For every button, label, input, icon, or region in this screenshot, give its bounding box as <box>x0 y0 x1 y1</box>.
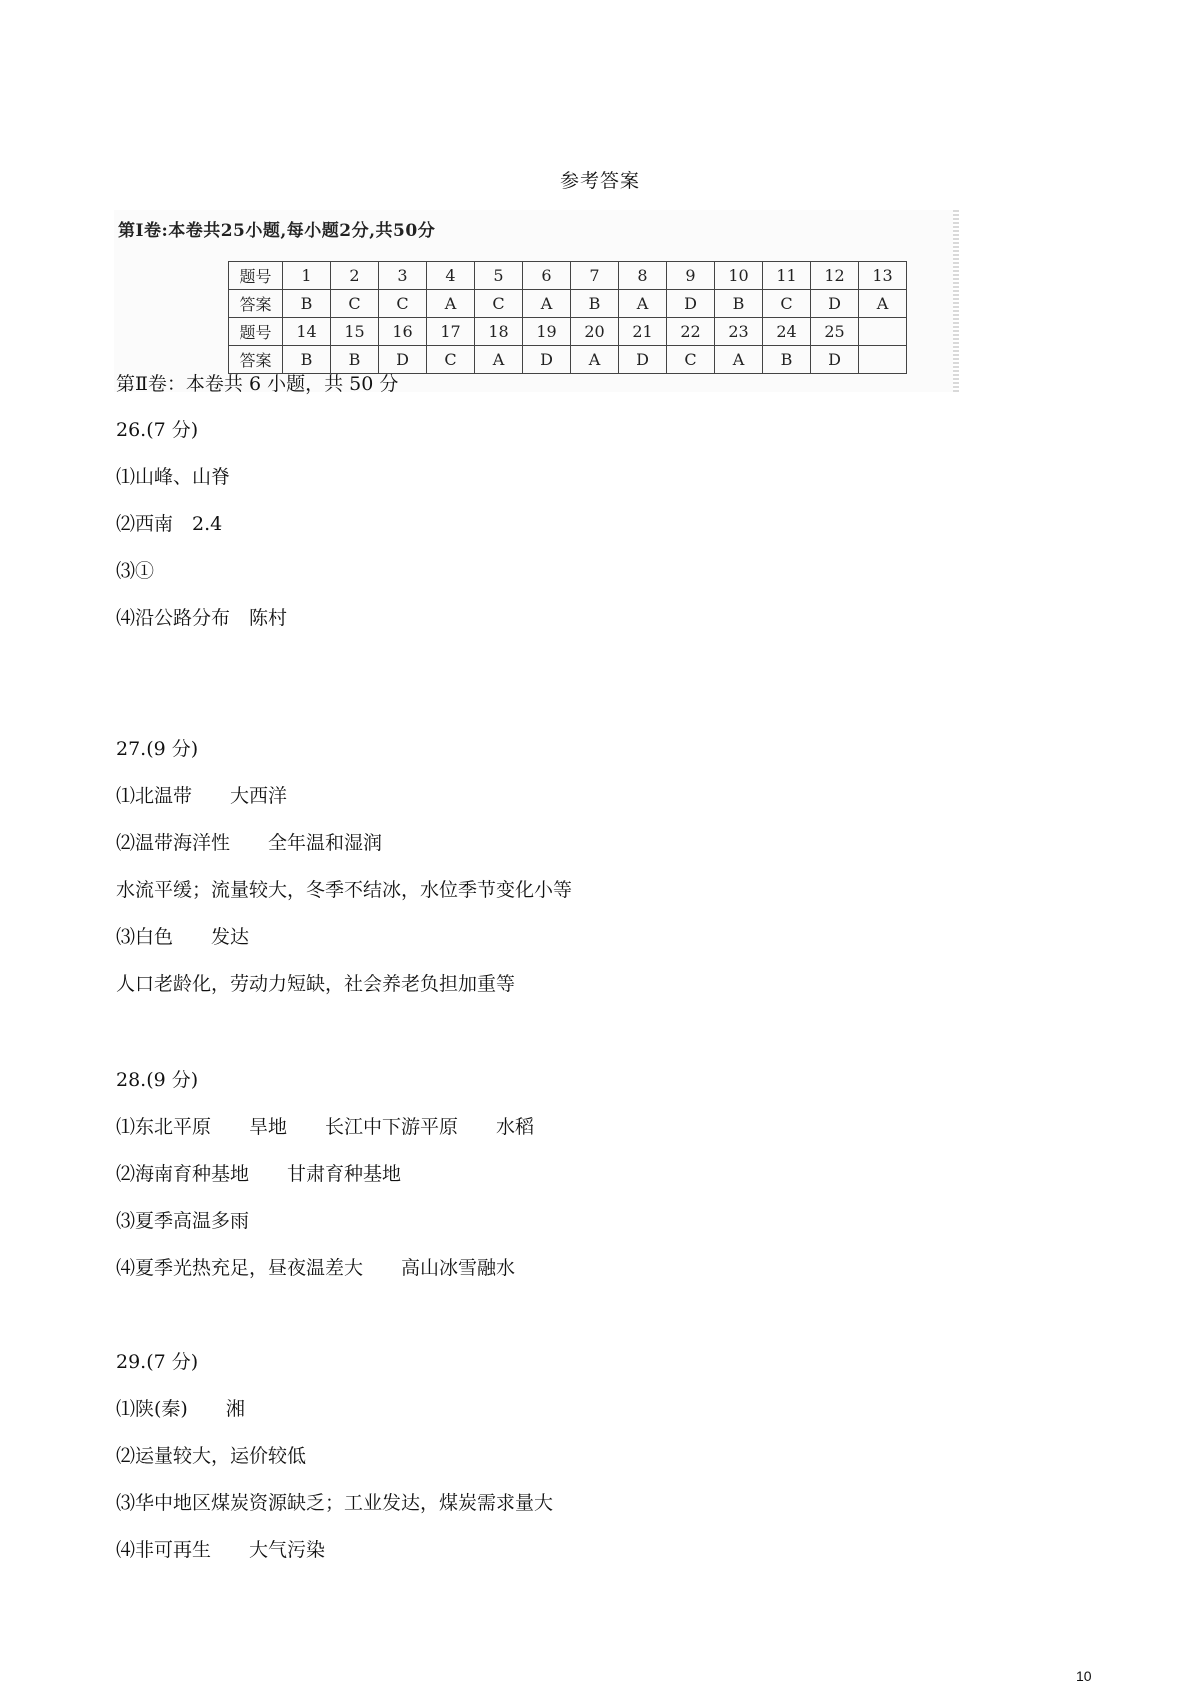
table-cell: C <box>427 346 475 374</box>
table-cell: 11 <box>763 262 811 290</box>
page-title: 参考答案 <box>559 170 640 192</box>
table-cell: 17 <box>427 318 475 346</box>
table-cell: A <box>859 290 907 318</box>
table-cell: B <box>715 290 763 318</box>
q28-answer-4: ⑷夏季光热充足，昼夜温差大 高山冰雪融水 <box>116 1257 516 1279</box>
q28-answer-2: ⑵海南育种基地 甘肃育种基地 <box>116 1163 402 1185</box>
table-cell: 5 <box>475 262 523 290</box>
table-cell: 14 <box>283 318 331 346</box>
table-cell: 24 <box>763 318 811 346</box>
q26-answer-4: ⑷沿公路分布 陈村 <box>116 607 288 629</box>
table-cell: D <box>811 290 859 318</box>
table-cell: A <box>475 346 523 374</box>
table-cell: 1 <box>283 262 331 290</box>
part1-heading: 第Ⅰ卷:本卷共25小题,每小题2分,共50分 <box>118 221 436 241</box>
table-cell: 3 <box>379 262 427 290</box>
q27-answer-3: ⑶白色 发达 <box>116 926 250 948</box>
table-cell: 7 <box>571 262 619 290</box>
table-cell: 15 <box>331 318 379 346</box>
table-cell: D <box>619 346 667 374</box>
q28-answer-1: ⑴东北平原 旱地 长江中下游平原 水稻 <box>116 1116 535 1138</box>
q29-answer-2: ⑵运量较大，运价较低 <box>116 1445 307 1467</box>
table-cell: 10 <box>715 262 763 290</box>
q27-answer-2b: 水流平缓；流量较大，冬季不结冰，水位季节变化小等 <box>116 879 573 901</box>
q27-title: 27.(9 分) <box>116 738 199 760</box>
table-cell: C <box>763 290 811 318</box>
table-cell: A <box>523 290 571 318</box>
q27-answer-3b: 人口老龄化，劳动力短缺，社会养老负担加重等 <box>116 973 516 995</box>
table-cell: 19 <box>523 318 571 346</box>
q29-answer-3: ⑶华中地区煤炭资源缺乏；工业发达，煤炭需求量大 <box>116 1492 554 1514</box>
table-cell: A <box>619 290 667 318</box>
table-row <box>229 346 907 374</box>
table-cell: D <box>379 346 427 374</box>
page-number: 10 <box>1076 1668 1092 1684</box>
answer-table <box>228 261 907 374</box>
table-cell: B <box>763 346 811 374</box>
q26-answer-3: ⑶① <box>116 560 155 582</box>
table-cell: 25 <box>811 318 859 346</box>
table-cell: 22 <box>667 318 715 346</box>
q27-answer-2: ⑵温带海洋性 全年温和湿润 <box>116 832 383 854</box>
table-cell: C <box>379 290 427 318</box>
q28-answer-3: ⑶夏季高温多雨 <box>116 1210 250 1232</box>
table-cell: 13 <box>859 262 907 290</box>
table-cell: D <box>811 346 859 374</box>
table-cell <box>859 346 907 374</box>
q29-title: 29.(7 分) <box>116 1351 199 1373</box>
q28-title: 28.(9 分) <box>116 1069 199 1091</box>
table-row <box>229 262 907 290</box>
table-cell: 6 <box>523 262 571 290</box>
table-cell: 2 <box>331 262 379 290</box>
table-cell: 8 <box>619 262 667 290</box>
row-header-cell: 题号 <box>229 262 283 290</box>
table-cell: B <box>331 346 379 374</box>
q26-answer-2: ⑵西南 2.4 <box>116 513 223 535</box>
table-cell: 16 <box>379 318 427 346</box>
table-cell: D <box>523 346 571 374</box>
table-cell: C <box>475 290 523 318</box>
table-cell: B <box>283 346 331 374</box>
table-cell: D <box>667 290 715 318</box>
table-row <box>229 290 907 318</box>
table-cell <box>859 318 907 346</box>
row-header-cell: 题号 <box>229 318 283 346</box>
q29-answer-1: ⑴陕(秦) 湘 <box>116 1398 245 1420</box>
table-cell: 23 <box>715 318 763 346</box>
table-cell: 21 <box>619 318 667 346</box>
table-row <box>229 318 907 346</box>
answer-key-scan <box>114 210 959 392</box>
table-cell: 9 <box>667 262 715 290</box>
table-cell: 18 <box>475 318 523 346</box>
part2-heading: 第Ⅱ卷：本卷共 6 小题，共 50 分 <box>116 373 399 395</box>
table-cell: 4 <box>427 262 475 290</box>
scan-edge <box>953 210 959 392</box>
table-cell: A <box>571 346 619 374</box>
row-header-cell: 答案 <box>229 290 283 318</box>
q26-title: 26.(7 分) <box>116 419 199 441</box>
q26-answer-1: ⑴山峰、山脊 <box>116 466 231 488</box>
row-header-cell: 答案 <box>229 346 283 374</box>
table-cell: B <box>283 290 331 318</box>
q29-answer-4: ⑷非可再生 大气污染 <box>116 1539 326 1561</box>
q27-answer-1: ⑴北温带 大西洋 <box>116 785 288 807</box>
table-cell: C <box>331 290 379 318</box>
table-cell: C <box>667 346 715 374</box>
table-cell: 12 <box>811 262 859 290</box>
table-cell: A <box>427 290 475 318</box>
table-cell: A <box>715 346 763 374</box>
table-cell: 20 <box>571 318 619 346</box>
table-cell: B <box>571 290 619 318</box>
